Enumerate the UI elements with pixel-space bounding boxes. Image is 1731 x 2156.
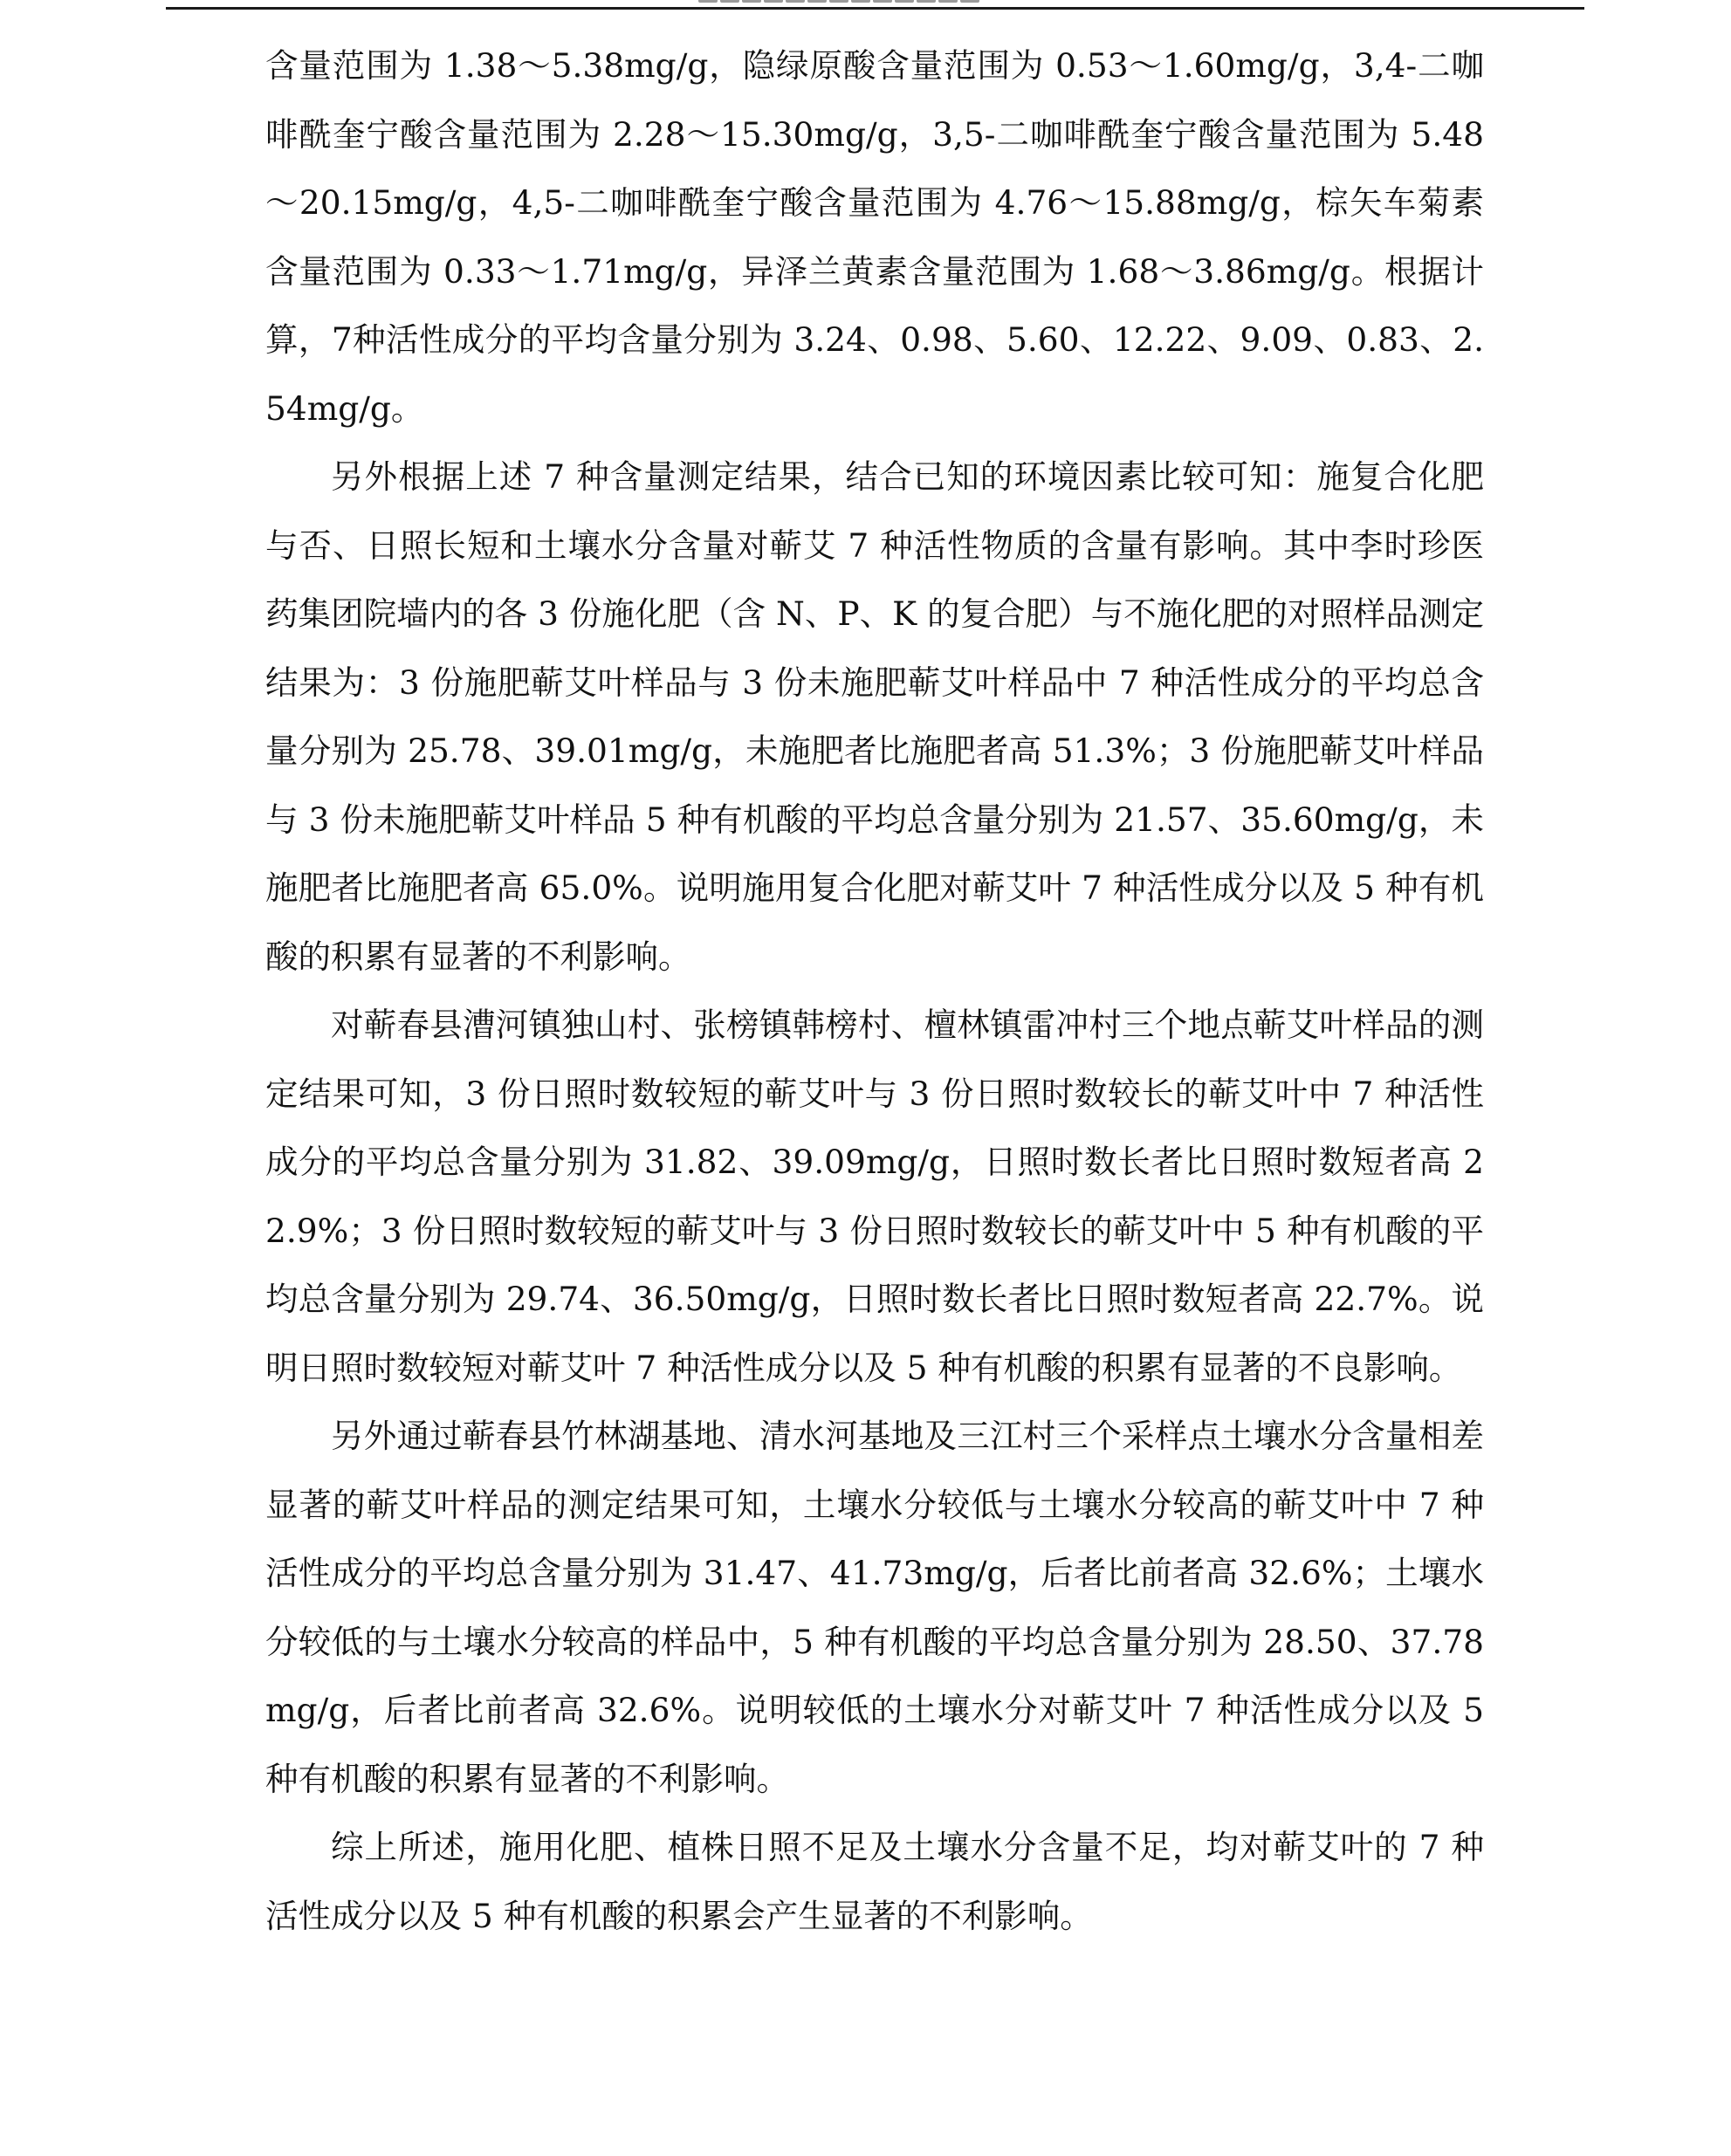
header-rule (166, 7, 1584, 10)
paragraph-fertilizer-effect: 另外根据上述 7 种含量测定结果，结合已知的环境因素比较可知：施复合化肥与否、日照长短和土壤水分含量对蕲艾 7 种活性物质的含量有影响。其中李时珍医药集团院墙内的各 3 份施化肥（含 N、P、K 的复合肥）与不施化肥的对照样品测定结果为：3 份施肥蕲艾叶样品与 3 份未施肥蕲艾叶样品中 7 种活性成分的平均总含量分别为 25.78、39.01mg/g，未施肥者比施肥者高 51.3%；3 份施肥蕲艾叶样品与 3 份未施肥蕲艾叶样品 5 种有机酸的平均总含量分别为 21.57、35.60mg/g，未施肥者比施肥者高 65.0%。说明施用复合化肥对蕲艾叶 7 种活性成分以及 5 种有机酸的积累有显著的不利影响。 (265, 457, 1484, 976)
running-header-fragment (698, 0, 1048, 5)
paragraph-content-ranges: 含量范围为 1.38～5.38mg/g，隐绿原酸含量范围为 0.53～1.60mg/g，3,4-二咖啡酰奎宁酸含量范围为 2.28～15.30mg/g，3,5-二咖啡酰奎宁酸含量范围为 5.48～20.15mg/g，4,5-二咖啡酰奎宁酸含量范围为 4.76～15.88mg/g，棕矢车菊素含量范围为 0.33～1.71mg/g，异泽兰黄素含量范围为 1.68～3.86mg/g。根据计算，7种活性成分的平均含量分别为 3.24、0.98、5.60、12.22、9.09、0.83、2.54mg/g。 (265, 46, 1484, 428)
paragraph-summary: 综上所述，施用化肥、植株日照不足及土壤水分含量不足，均对蕲艾叶的 7 种活性成分以及 5 种有机酸的积累会产生显著的不利影响。 (265, 1828, 1484, 1935)
paragraph-sunlight-effect: 对蕲春县漕河镇独山村、张榜镇韩榜村、檀林镇雷冲村三个地点蕲艾叶样品的测定结果可知，3 份日照时数较短的蕲艾叶与 3 份日照时数较长的蕲艾叶中 7 种活性成分的平均总含量分别为 31.82、39.09mg/g，日照时数长者比日照时数短者高 22.9%；3 份日照时数较短的蕲艾叶与 3 份日照时数较长的蕲艾叶中 5 种有机酸的平均总含量分别为 29.74、36.50mg/g，日照时数长者比日照时数短者高 22.7%。说明日照时数较短对蕲艾叶 7 种活性成分以及 5 种有机酸的积累有显著的不良影响。 (265, 1006, 1484, 1387)
document-body (265, 31, 1484, 1950)
paragraph-soil-moisture-effect: 另外通过蕲春县竹林湖基地、清水河基地及三江村三个采样点土壤水分含量相差显著的蕲艾叶样品的测定结果可知，土壤水分较低与土壤水分较高的蕲艾叶中 7 种活性成分的平均总含量分别为 31.47、41.73mg/g，后者比前者高 32.6%；土壤水分较低的与土壤水分较高的样品中，5 种有机酸的平均总含量分别为 28.50、37.78mg/g，后者比前者高 32.6%。说明较低的土壤水分对蕲艾叶 7 种活性成分以及 5 种有机酸的积累有显著的不利影响。 (265, 1417, 1484, 1798)
